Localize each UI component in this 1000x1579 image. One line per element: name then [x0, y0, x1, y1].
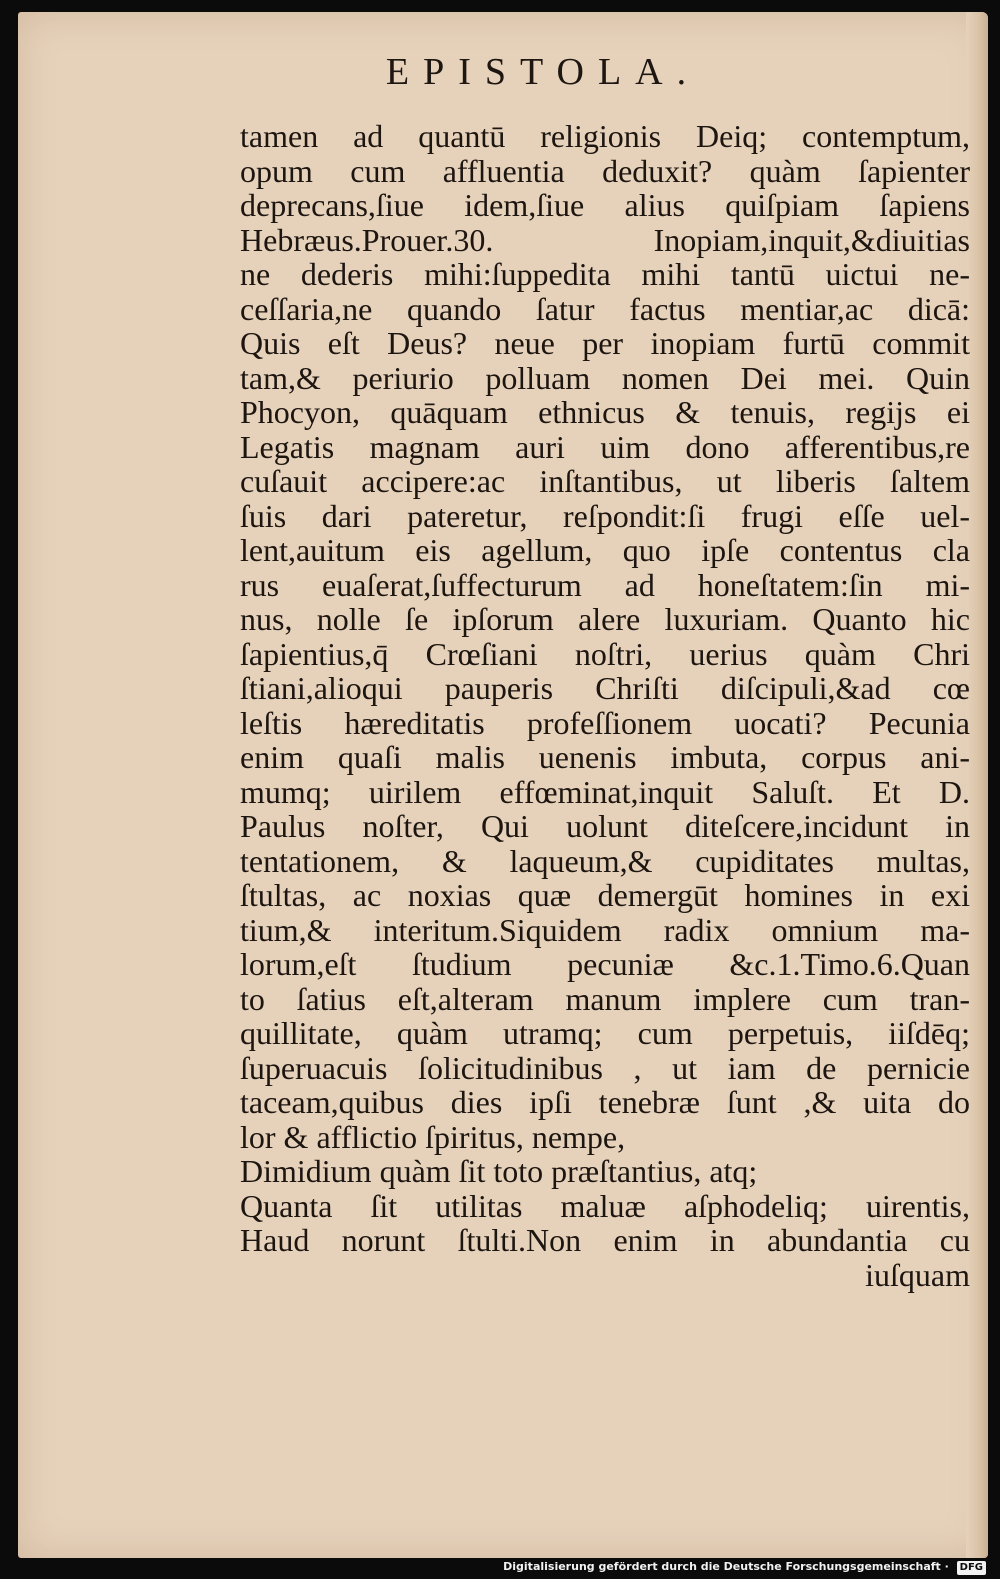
text-line: Haud norunt ſtulti.Non enim in abundantia cu: [240, 1222, 970, 1258]
text-line: lorum,eſt ſtudium pecuniæ &c.1.Timo.6.Quan: [240, 946, 970, 982]
text-line: Quis eſt Deus? neue per inopiam furtū commit: [240, 325, 970, 361]
text-line: deprecans,ſiue idem,ſiue alius quiſpiam ſapiens: [240, 187, 970, 223]
text-line: tium,& interitum.Siquidem radix omnium ma-: [240, 911, 970, 948]
text-line: ne dederis mihi:ſuppedita mihi tantū uictui ne-: [240, 256, 970, 292]
text-line: ſtultas, ac noxias quæ demergūt homines in exi: [240, 877, 970, 913]
text-line: enim quaſi malis uenenis imbuta, corpus ani-: [240, 739, 970, 775]
text-line: tamen ad quantū religionis Deiq; contemptum,: [240, 118, 970, 154]
text-line: lor & afflictio ſpiritus, nempe,: [240, 1118, 626, 1155]
text-line: ceſſaria,ne quando ſatur factus mentiar,ac dicā:: [240, 290, 970, 327]
text-line: leſtis hæreditatis profeſſionem uocati? Pecunia: [240, 704, 970, 741]
running-head: EPISTOLA.: [385, 51, 701, 93]
text-line: Paulus noſter, Qui uolunt diteſcere,incidunt in: [240, 808, 970, 844]
text-line: ſtiani,alioqui pauperis Chriſti diſcipuli,&ad cœ: [240, 670, 970, 706]
text-line: ſuperuacuis ſolicitudinibus , ut iam de pernicie: [240, 1049, 970, 1086]
text-line: mumq; uirilem effœminat,inquit Saluſt. Et D.: [240, 773, 970, 810]
text-line: lent,auitum eis agellum, quo ipſe contentus cla: [240, 532, 970, 568]
text-line: to ſatius eſt,alteram manum implere cum tran-: [240, 980, 970, 1017]
text-line: tentationem, & laqueum,& cupiditates multas,: [240, 842, 970, 879]
text-line: opum cum affluentia deduxit? quàm ſapienter: [240, 152, 970, 189]
text-line: cuſauit accipere:ac inſtantibus, ut liberis ſaltem: [240, 463, 970, 499]
catchword: iuſquam: [865, 1256, 970, 1293]
text-line: tam,& periurio polluam nomen Dei mei. Quin: [240, 359, 970, 396]
text-line: ſuis dari pateretur, reſpondit:ſi frugi eſſe uel-: [240, 497, 970, 534]
text-line: Phocyon, quāquam ethnicus & tenuis, regijs ei: [240, 394, 970, 430]
text-line: taceam,quibus dies ipſi tenebræ ſunt ,& uita do: [240, 1084, 970, 1120]
text-line: Dimidium quàm ſit toto præſtantius, atq;: [240, 1153, 758, 1189]
text-line: rus euaſerat,ſuffecturum ad honeſtatem:ſin mi-: [240, 566, 970, 603]
digitization-footer: Digitalisierung gefördert durch die Deutsche Forschungsgemeinschaft · DFG: [503, 1559, 986, 1575]
footer-text: Digitalisierung gefördert durch die Deutsche Forschungsgemeinschaft: [503, 1560, 941, 1573]
text-line: Quanta ſit utilitas maluæ aſphodeliq; uirentis,: [240, 1187, 970, 1224]
text-line: Hebræus.Prouer.30. Inopiam,inquit,&diuitias: [240, 221, 970, 258]
text-line: ſapientius,q̄ Crœſiani noſtri, uerius quàm Chri: [240, 635, 970, 672]
body-text: [240, 119, 970, 1292]
dfg-logo: DFG: [957, 1561, 986, 1575]
book-page: [18, 12, 988, 1558]
text-line: Legatis magnam auri uim dono afferentibus,re: [240, 428, 970, 465]
text-line: nus, nolle ſe ipſorum alere luxuriam. Quanto hic: [240, 601, 970, 637]
text-line: quillitate, quàm utramq; cum perpetuis, iiſdēq;: [240, 1015, 970, 1051]
